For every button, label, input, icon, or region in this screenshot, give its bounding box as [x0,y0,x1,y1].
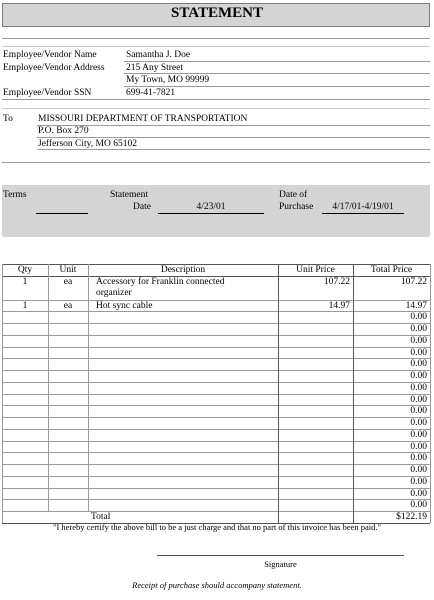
row-qty: 1 [22,277,28,287]
row-total: 0.00 [410,347,427,358]
row-description: Hot sync cable [96,300,153,311]
row-description-cont: organizer [96,288,132,298]
row-total: 0.00 [410,453,427,464]
row-total: 0.00 [410,441,427,452]
vendor-address-label: Employee/Vendor Address [3,63,105,73]
vendor-ssn-label: Employee/Vendor SSN [3,88,92,98]
table-header-description: Description [160,265,206,275]
row-unit: ea [63,300,73,311]
row-total: 0.00 [410,359,427,370]
purchase-date-label-1: Date of [279,190,308,200]
row-total: 0.00 [410,382,427,393]
row-total: 0.00 [410,476,427,487]
vendor-name-label: Employee/Vendor Name [3,50,97,60]
to-line1: MISSOURI DEPARTMENT OF TRANSPORTATION [38,114,248,124]
vendor-address-line2: My Town, MO 99999 [126,75,210,85]
footer-note: Receipt of purchase should accompany statement. [132,580,302,590]
vendor-address-line1: 215 Any Street [126,63,183,73]
terms-label: Terms [3,190,27,200]
row-unit-price: 107.22 [323,277,350,287]
row-total: 0.00 [410,394,427,405]
statement-date-label-1: Statement [110,190,148,200]
table-header-qty: Qty [17,265,33,275]
certification-text: "I hereby certify the above bill to be a just charge and that no part of this invoice has been paid." [52,522,382,532]
page-title: STATEMENT [171,5,263,21]
row-total: 0.00 [410,324,427,334]
vendor-name-value: Samantha J. Doe [126,50,191,60]
row-total: 0.00 [410,312,427,323]
row-unit: ea [63,277,73,287]
table-header-unit-price: Unit Price [296,265,335,275]
row-unit-price: 14.97 [328,300,350,311]
to-line2: P.O. Box 270 [38,126,89,136]
grand-total: $122.19 [396,512,427,522]
row-total: 0.00 [410,465,427,475]
row-total: 0.00 [410,429,427,440]
to-line3: Jefferson City, MO 65102 [38,139,137,149]
row-total: 107.22 [400,277,427,287]
statement-date-label-2: Date [133,202,151,212]
row-total: 0.00 [410,406,427,417]
row-total: 14.97 [405,300,427,311]
to-label: To [3,114,13,124]
signature-label: Signature [264,559,297,569]
purchase-date-label-2: Purchase [279,202,314,212]
row-qty: 1 [22,300,28,311]
statement-date-value: 4/23/01 [196,202,226,212]
table-header-total-price: Total Price [370,265,413,275]
row-total: 0.00 [410,335,427,346]
table-header-unit: Unit [59,265,77,275]
row-total: 0.00 [410,500,427,511]
row-total: 0.00 [410,371,427,381]
vendor-ssn-value: 699-41-7821 [126,88,176,98]
row-total: 0.00 [410,418,427,428]
row-total: 0.00 [410,488,427,499]
total-label: Total [91,512,111,522]
purchase-date-value: 4/17/01-4/19/01 [332,202,394,212]
row-description: Accessory for Franklin connected [96,277,225,287]
